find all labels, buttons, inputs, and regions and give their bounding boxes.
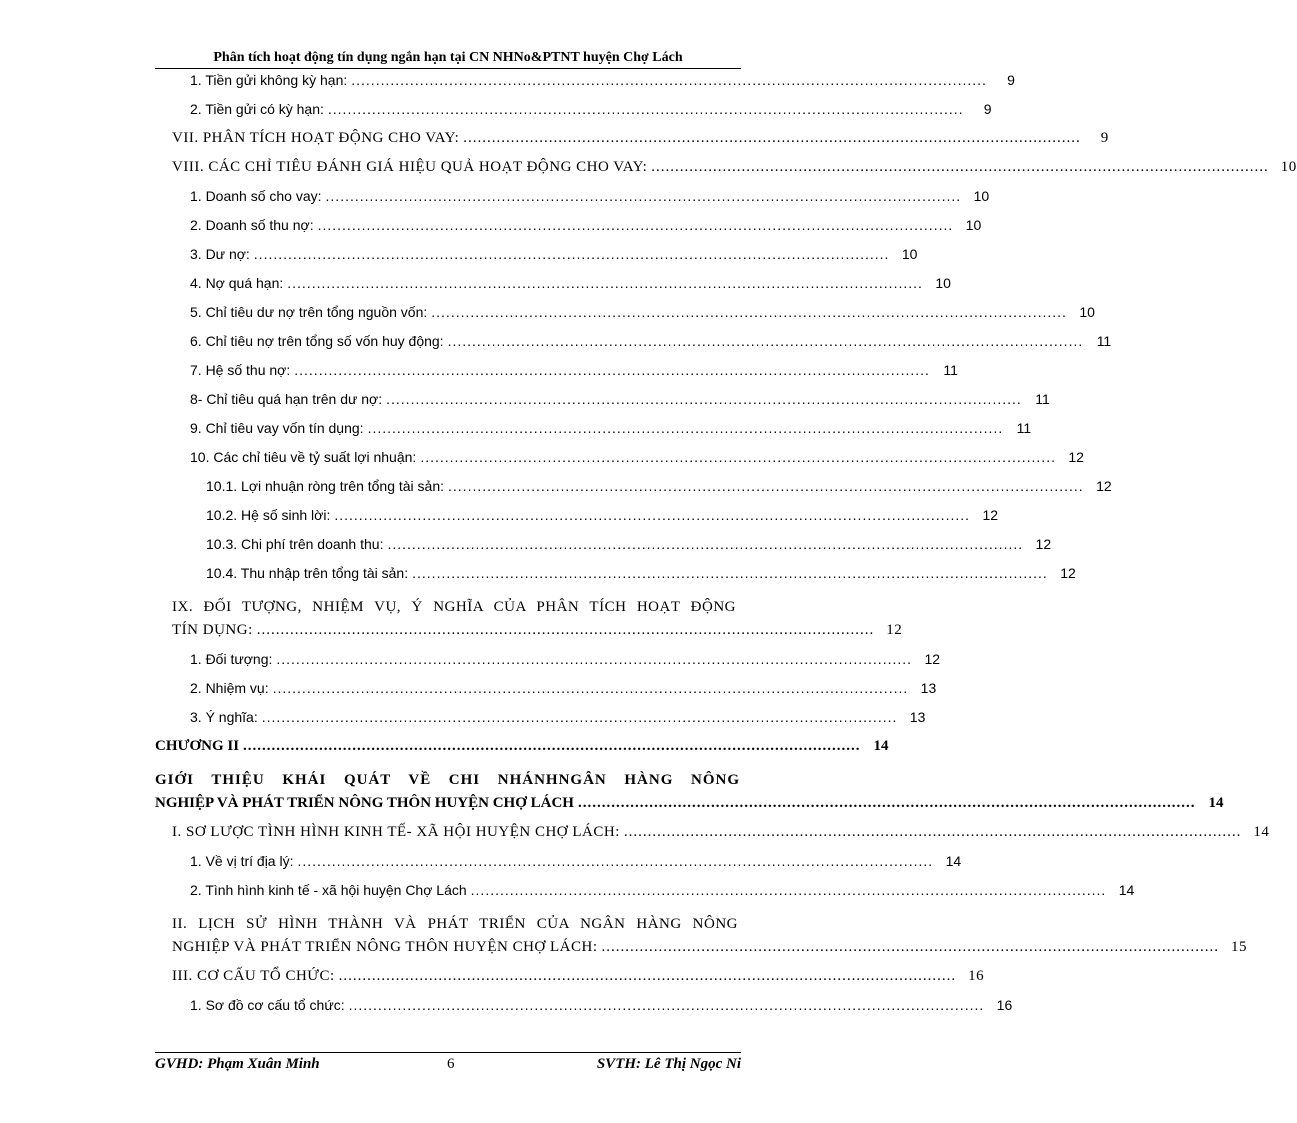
toc-entry-title: 2. Tiền gửi có kỳ hạn: — [190, 101, 324, 117]
toc-entry-title: 10.3. Chi phí trên doanh thu: — [206, 536, 384, 552]
toc-chapter-line[interactable]: GIỚI THIỆU KHÁI QUÁT VỀ CHI NHÁNHNGÂN HÀNG NÔNG — [155, 772, 740, 788]
toc-entry-page: 9 — [1100, 130, 1109, 146]
toc-leader: .................................................................................................................................. — [243, 738, 861, 754]
toc-leader: .................................................................................................................................. — [447, 333, 1084, 349]
toc-leader: .................................................................................................................................. — [287, 275, 923, 291]
toc-leader: .................................................................................................................................. — [601, 939, 1220, 955]
toc-entry-title: 1. Doanh số cho vay: — [190, 188, 322, 204]
toc-entry-title: I. SƠ LƯỢC TÌNH HÌNH KINH TẾ- XÃ HỘI HUYỆN CHỢ LÁCH: — [172, 824, 620, 840]
toc-entry-page: 9 — [1007, 72, 1015, 88]
toc-leader: .................................................................................................................................. — [470, 882, 1107, 898]
toc-leader: .................................................................................................................................. — [651, 159, 1269, 175]
footer-page-number: 6 — [447, 1056, 455, 1072]
toc-entry[interactable] — [206, 536, 1052, 564]
toc-entry-title: 10.2. Hệ số sinh lời: — [206, 507, 331, 523]
toc-leader: .................................................................................................................................. — [448, 478, 1084, 494]
toc-entry-page: 14 — [1208, 795, 1224, 811]
toc-entry[interactable] — [190, 853, 962, 881]
toc-entry[interactable] — [190, 680, 937, 708]
toc-entry-page: 12 — [924, 651, 941, 667]
toc-entry[interactable] — [190, 246, 918, 274]
toc-entry-page: 10 — [965, 217, 982, 233]
toc-entry[interactable] — [190, 420, 1032, 448]
toc-chapter[interactable] — [155, 738, 889, 766]
footer-student: SVTH: Lê Thị Ngọc Ni — [596, 1056, 741, 1072]
toc-leader: .................................................................................................................................. — [577, 795, 1196, 811]
toc-entry-page: 10 — [1079, 304, 1095, 320]
toc-entry-page: 16 — [968, 968, 985, 984]
toc-entry-page: 12 — [1068, 449, 1084, 465]
toc-entry-page: 14 — [873, 738, 889, 754]
toc-leader: .................................................................................................................................. — [623, 824, 1242, 840]
toc-entry-title: NGHIỆP VÀ PHÁT TRIỂN NÔNG THÔN HUYỆN CHỢ LÁCH: — [172, 939, 598, 955]
toc-entry-page: 11 — [943, 362, 958, 378]
toc-entry[interactable] — [172, 622, 903, 650]
toc-entry[interactable] — [190, 275, 951, 303]
toc-entry[interactable] — [190, 882, 1135, 910]
toc-entry-title: 5. Chỉ tiêu dư nợ trên tổng nguồn vốn: — [190, 304, 428, 320]
toc-entry-title: 4. Nợ quá hạn: — [190, 275, 284, 291]
toc-entry[interactable] — [190, 362, 958, 390]
toc-leader: .................................................................................................................................. — [276, 651, 913, 667]
toc-entry-page: 10 — [1280, 159, 1297, 175]
toc-entry-title: 6. Chỉ tiêu nợ trên tổng số vốn huy động: — [190, 333, 444, 349]
toc-entry[interactable] — [172, 968, 985, 996]
toc-entry-page: 13 — [909, 709, 926, 725]
toc-entry-title: 1. Về vị trí địa lý: — [190, 853, 294, 869]
toc-leader: .................................................................................................................................. — [294, 362, 930, 378]
toc-entry[interactable] — [172, 939, 1248, 967]
toc-entry[interactable] — [190, 188, 990, 216]
toc-leader: .................................................................................................................................. — [334, 507, 971, 523]
toc-entry[interactable] — [172, 130, 1109, 158]
toc-leader: .................................................................................................................................. — [272, 680, 909, 696]
toc-entry[interactable] — [190, 651, 941, 679]
toc-entry-page: 11 — [1016, 420, 1032, 436]
toc-entry-title: TÍN DỤNG: — [172, 622, 253, 638]
toc-entry[interactable] — [190, 217, 982, 245]
toc-entry-page: 14 — [945, 853, 962, 869]
toc-entry-page: 12 — [886, 622, 903, 638]
toc-chapter[interactable] — [155, 795, 1224, 823]
toc-leader: .................................................................................................................................. — [317, 217, 954, 233]
toc-entry[interactable] — [190, 101, 992, 129]
toc-entry-page: 12 — [1096, 478, 1112, 494]
toc-leader: .................................................................................................................................. — [420, 449, 1056, 465]
toc-leader: .................................................................................................................................. — [367, 420, 1004, 436]
toc-leader: .................................................................................................................................. — [463, 130, 1081, 146]
toc-entry-page: 10 — [973, 188, 990, 204]
footer-rule — [155, 1052, 741, 1053]
toc-leader: .................................................................................................................................. — [256, 622, 875, 638]
header-rule — [155, 68, 741, 69]
toc-entry[interactable] — [190, 304, 1095, 332]
toc-entry-title: 9. Chỉ tiêu vay vốn tín dụng: — [190, 420, 364, 436]
toc-leader: .................................................................................................................................. — [297, 853, 934, 869]
toc-entry-line[interactable]: IX. ĐỐI TƯỢNG, NHIỆM VỤ, Ý NGHĨA CỦA PHÂN TÍCH HOẠT ĐỘNG — [172, 599, 736, 615]
toc-entry-title: 2. Tình hình kinh tế - xã hội huyện Chợ Lách — [190, 882, 467, 898]
toc-entry[interactable] — [206, 507, 999, 535]
toc-entry-page: 12 — [982, 507, 999, 523]
toc-entry-page: 13 — [920, 680, 937, 696]
toc-entry[interactable] — [190, 72, 1015, 100]
toc-entry-title: 1. Tiền gửi không kỳ hạn: — [190, 72, 348, 88]
toc-leader: .................................................................................................................................. — [387, 536, 1024, 552]
page-footer — [155, 1056, 741, 1076]
toc-entry-title: VII. PHÂN TÍCH HOẠT ĐỘNG CHO VAY: — [172, 130, 460, 146]
toc-entry-page: 11 — [1035, 391, 1050, 407]
toc-entry[interactable] — [190, 709, 926, 737]
toc-entry-title: 1. Đối tượng: — [190, 651, 273, 667]
toc-leader: .................................................................................................................................. — [325, 188, 962, 204]
toc-entry-title: III. CƠ CẤU TỔ CHỨC: — [172, 968, 335, 984]
toc-entry[interactable] — [206, 565, 1076, 593]
toc-leader: .................................................................................................................................. — [412, 565, 1048, 581]
toc-entry-line[interactable]: II. LỊCH SỬ HÌNH THÀNH VÀ PHÁT TRIỂN CỦA NGÂN HÀNG NÔNG — [172, 916, 738, 932]
toc-entry[interactable] — [190, 449, 1084, 477]
toc-entry[interactable] — [190, 391, 1050, 419]
toc-leader: .................................................................................................................................. — [348, 997, 985, 1013]
toc-entry-title: VIII. CÁC CHỈ TIÊU ĐÁNH GIÁ HIỆU QUẢ HOẠT ĐỘNG CHO VAY: — [172, 159, 648, 175]
running-header: Phân tích hoạt động tín dụng ngắn hạn tại CN NHNo&PTNT huyện Chợ Lách — [213, 50, 683, 65]
toc-entry-title: 8- Chỉ tiêu quá hạn trên dư nợ: — [190, 391, 383, 407]
toc-entry-page: 14 — [1118, 882, 1135, 898]
toc-entry-page: 12 — [1060, 565, 1076, 581]
toc-leader: .................................................................................................................................. — [338, 968, 957, 984]
toc-leader: .................................................................................................................................. — [431, 304, 1067, 320]
toc-entry-title: CHƯƠNG II — [155, 738, 240, 754]
toc-entry[interactable] — [206, 478, 1112, 506]
toc-leader: .................................................................................................................................. — [327, 101, 964, 117]
toc-entry-page: 16 — [996, 997, 1013, 1013]
toc-entry-title: 3. Ý nghĩa: — [190, 709, 258, 725]
toc-leader: .................................................................................................................................. — [386, 391, 1022, 407]
toc-entry-page: 9 — [983, 101, 992, 117]
toc-entry-page: 10 — [935, 275, 951, 291]
toc-entry-title: 1. Sơ đồ cơ cấu tổ chức: — [190, 997, 345, 1013]
toc-entry-page: 14 — [1253, 824, 1270, 840]
toc-entry-title: 7. Hệ số thu nợ: — [190, 362, 291, 378]
toc-entry-page: 10 — [901, 246, 918, 262]
toc-leader: .................................................................................................................................. — [261, 709, 898, 725]
toc-entry[interactable] — [190, 997, 1013, 1025]
toc-entry[interactable] — [172, 824, 1270, 852]
toc-entry-title: 10.4. Thu nhập trên tổng tài sản: — [206, 565, 409, 581]
toc-entry-title: 2. Doanh số thu nợ: — [190, 217, 314, 233]
toc-entry-title: 3. Dư nợ: — [190, 246, 250, 262]
toc-leader: .................................................................................................................................. — [253, 246, 890, 262]
footer-advisor: GVHD: Phạm Xuân Minh — [155, 1056, 320, 1072]
toc-entry-title: 10. Các chỉ tiêu về tỷ suất lợi nhuận: — [190, 449, 417, 465]
toc-entry-title: 10.1. Lợi nhuận ròng trên tổng tài sản: — [206, 478, 445, 494]
toc-leader: .................................................................................................................................. — [351, 72, 987, 88]
toc-entry-title: NGHIỆP VÀ PHÁT TRIỂN NÔNG THÔN HUYỆN CHỢ LÁCH — [155, 795, 574, 811]
toc-entry-title: 2. Nhiệm vụ: — [190, 680, 269, 696]
toc-entry-page: 11 — [1096, 333, 1112, 349]
toc-entry[interactable] — [172, 159, 1297, 187]
toc-entry-page: 12 — [1035, 536, 1052, 552]
toc-entry-page: 15 — [1231, 939, 1248, 955]
toc-entry[interactable] — [190, 333, 1112, 361]
